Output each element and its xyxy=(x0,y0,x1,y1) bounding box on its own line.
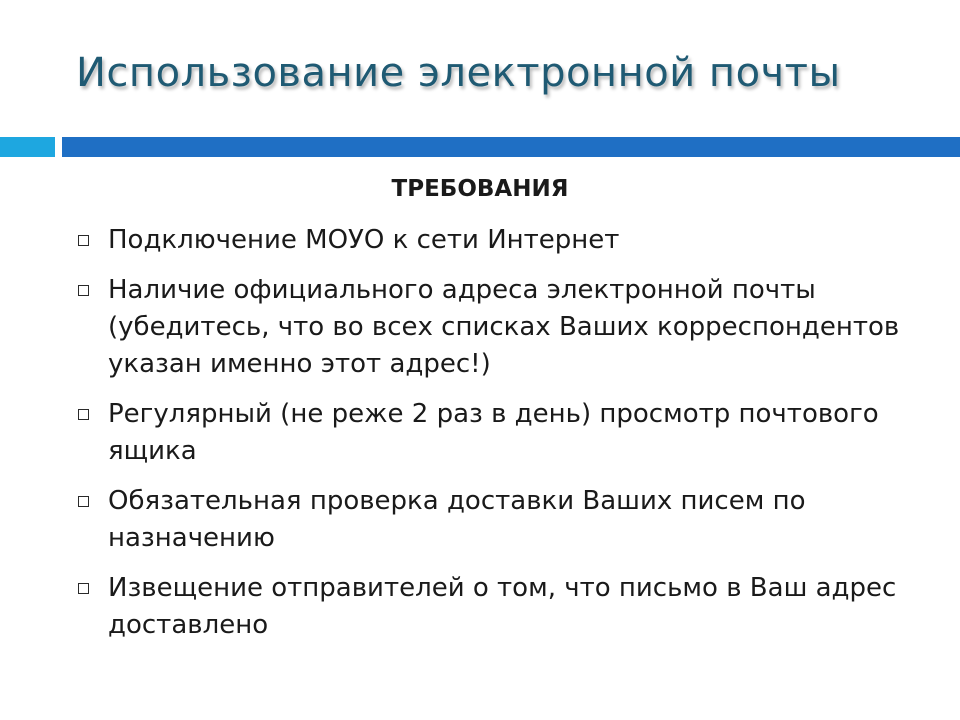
hollow-square-icon xyxy=(78,235,89,246)
list-item xyxy=(0,272,960,383)
list-item-text: Обязательная проверка доставки Ваших писем по назначению xyxy=(108,486,806,553)
list-item xyxy=(0,396,960,470)
list-item-text: Наличие официального адреса электронной почты (убедитесь, что во всех списках Ваших корреспондентов указан именно этот адрес!) xyxy=(108,275,900,379)
accent-bar-right xyxy=(62,137,960,157)
hollow-square-icon xyxy=(78,496,89,507)
list-item xyxy=(0,570,960,644)
list-item xyxy=(0,222,960,259)
hollow-square-icon xyxy=(78,285,89,296)
slide-subheading: ТРЕБОВАНИЯ xyxy=(391,176,569,202)
bullet-list xyxy=(0,222,960,657)
hollow-square-icon xyxy=(78,409,89,420)
list-item-text: Регулярный (не реже 2 раз в день) просмотр почтового ящика xyxy=(108,399,879,466)
list-item xyxy=(0,483,960,557)
accent-bar-left xyxy=(0,137,55,157)
slide-title: Использование электронной почты xyxy=(76,50,841,96)
list-item-text: Извещение отправителей о том, что письмо в Ваш адрес доставлено xyxy=(108,573,897,640)
list-item-text: Подключение МОУО к сети Интернет xyxy=(108,225,620,255)
hollow-square-icon xyxy=(78,583,89,594)
